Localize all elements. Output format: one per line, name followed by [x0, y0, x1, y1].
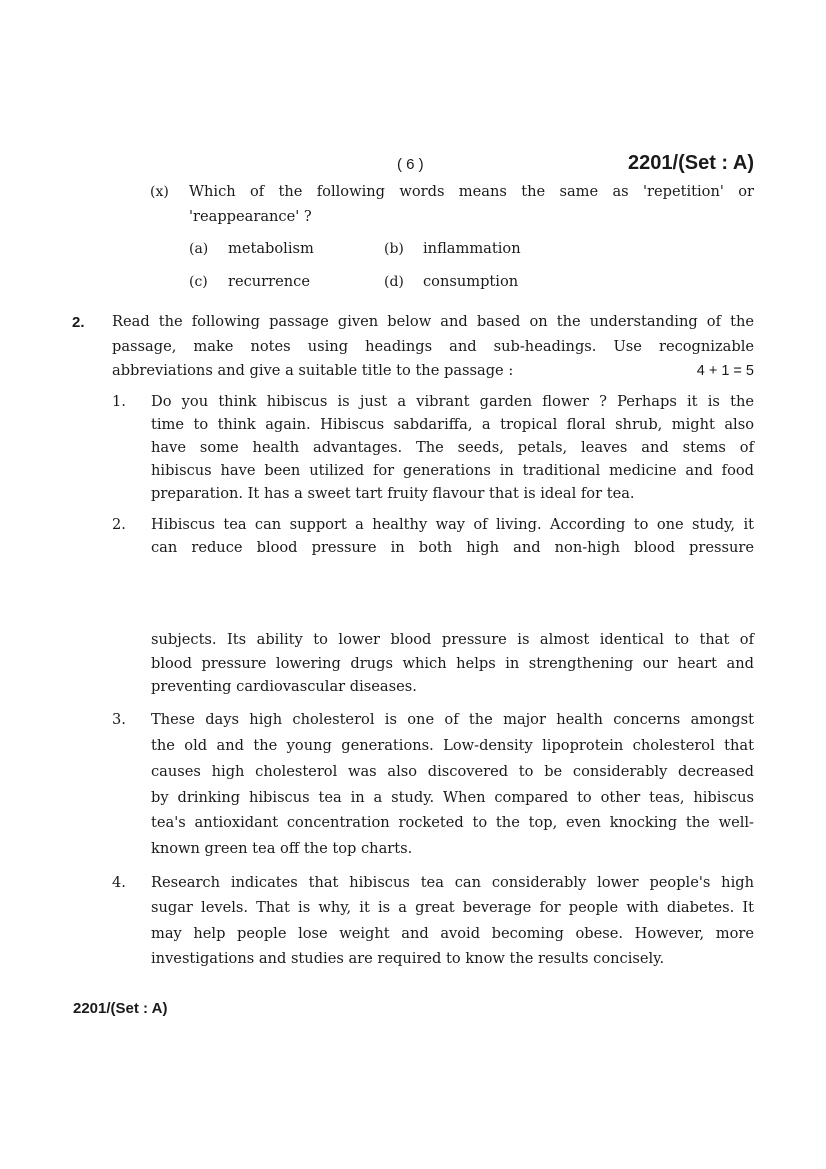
question-x-text-line: Which of the following words means the same as 'repetition' or [189, 183, 754, 200]
page-number: ( 6 ) [397, 156, 424, 173]
marks-allocation: 4 + 1 = 5 [696, 363, 754, 379]
paragraph-number: 3. [112, 711, 126, 728]
option-label: (b) [384, 241, 404, 257]
paragraph-line: causes high cholesterol was also discovered to be considerably decreased [151, 763, 754, 780]
paragraph-line: These days high cholesterol is one of the major health concerns amongst [151, 711, 754, 728]
paragraph-line: the old and the young generations. Low-density lipoprotein cholesterol that [151, 737, 754, 754]
option-label: (c) [189, 274, 208, 290]
question-2-number: 2. [72, 314, 85, 331]
option-label: (d) [384, 274, 404, 290]
option-label: (a) [189, 241, 209, 257]
paragraph-line: Do you think hibiscus is just a vibrant garden flower ? Perhaps it is the [151, 393, 754, 410]
paragraph-line: sugar levels. That is why, it is a great beverage for people with diabetes. It [151, 899, 754, 916]
paragraph-number: 2. [112, 516, 126, 533]
paragraph-line: by drinking hibiscus tea in a study. When compared to other teas, hibiscus [151, 789, 754, 806]
paragraph-number: 1. [112, 393, 126, 410]
paragraph-line: can reduce blood pressure in both high and non-high blood pressure [151, 539, 754, 556]
option-text: consumption [423, 273, 519, 290]
question-x-label: (x) [150, 184, 169, 200]
instruction-line: abbreviations and give a suitable title to the passage : [112, 362, 514, 379]
paragraph-line: investigations and studies are required to know the results concisely. [151, 950, 665, 967]
paragraph-line: blood pressure lowering drugs which helps in strengthening our heart and [151, 655, 754, 672]
paragraph-line: time to think again. Hibiscus sabdariffa, a tropical floral shrub, might also [151, 416, 754, 433]
option-text: metabolism [228, 240, 314, 257]
paragraph-line: subjects. Its ability to lower blood pressure is almost identical to that of [151, 631, 754, 648]
paragraph-line: Research indicates that hibiscus tea can considerably lower people's high [151, 874, 754, 891]
paragraph-line: have some health advantages. The seeds, petals, leaves and stems of [151, 439, 754, 456]
paragraph-line: preparation. It has a sweet tart fruity flavour that is ideal for tea. [151, 485, 635, 502]
question-x-text-line: 'reappearance' ? [189, 208, 312, 225]
instruction-line: passage, make notes using headings and sub-headings. Use recognizable [112, 338, 754, 355]
paragraph-line: known green tea off the top charts. [151, 840, 413, 857]
paragraph-line: may help people lose weight and avoid becoming obese. However, more [151, 925, 754, 942]
option-text: inflammation [423, 240, 521, 257]
paragraph-line: Hibiscus tea can support a healthy way of living. According to one study, it [151, 516, 754, 533]
paper-code-header: 2201/(Set : A) [628, 152, 754, 174]
paragraph-line: preventing cardiovascular diseases. [151, 678, 417, 695]
instruction-line: Read the following passage given below and based on the understanding of the [112, 313, 754, 330]
paragraph-line: hibiscus have been utilized for generations in traditional medicine and food [151, 462, 754, 479]
paper-code-footer: 2201/(Set : A) [73, 1000, 168, 1017]
option-text: recurrence [228, 273, 310, 290]
paragraph-line: tea's antioxidant concentration rocketed to the top, even knocking the well- [151, 814, 754, 831]
paragraph-number: 4. [112, 874, 126, 891]
